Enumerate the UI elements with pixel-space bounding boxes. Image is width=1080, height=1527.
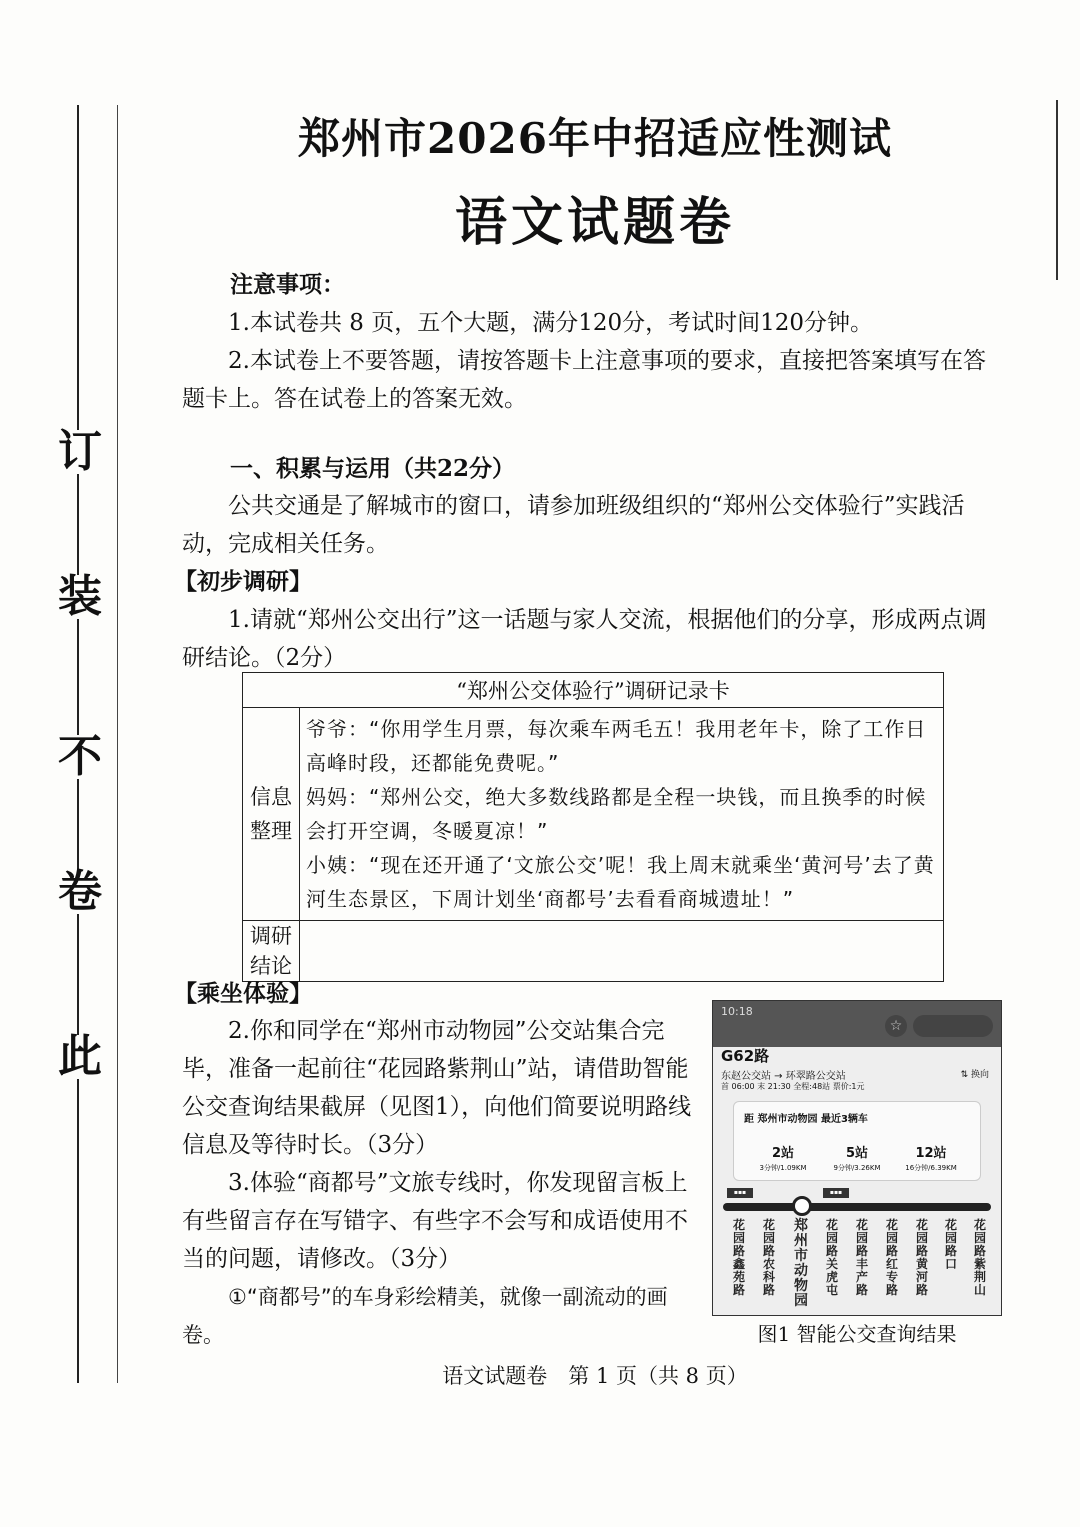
nearest-buses-box: [733, 1101, 981, 1181]
swap-label: 换向: [970, 1070, 989, 1080]
card-title: “郑州公交体验行”调研记录卡: [243, 673, 944, 708]
bus-detail: 16分钟/6.39KM: [905, 1164, 957, 1172]
nearest-heading: 距 郑州市动物园 最近3辆车: [744, 1114, 868, 1125]
bus-eta: [748, 1142, 818, 1173]
route-hours: 首 06:00 末 21:30 全程:48站 票价:1元: [721, 1082, 865, 1091]
card-label-info: 信息整理: [243, 708, 300, 921]
bus-stops: 5站: [845, 1146, 869, 1161]
binding-line-inner: [117, 105, 118, 1383]
bus-icon: ▪▪▪: [727, 1188, 753, 1198]
margin-char: 装: [50, 575, 110, 619]
route-track: [723, 1203, 991, 1211]
exam-subtitle: 语文试题卷: [454, 192, 735, 253]
quote-mom: 妈妈：“郑州公交，绝大多数线路都是全程一块钱，而且换季的时候会打开空调，冬暖夏凉！”: [306, 785, 927, 843]
station-label: 花园路农科路: [762, 1218, 775, 1297]
current-stop-marker: [792, 1196, 812, 1216]
bus-stops: 12站: [915, 1146, 947, 1161]
bus-eta: [896, 1142, 966, 1173]
question-3: 3.体验“商都号”文旅专线时，你发现留言板上有些留言存在写错字、有些字不会写和成语使用不当的问题，请修改。（3分）: [182, 1170, 688, 1272]
menu-pill: [913, 1015, 993, 1037]
section-heading: 一、积累与运用（共22分）: [230, 455, 516, 482]
margin-char: 订: [50, 430, 110, 474]
station-label: 花园路红专路: [885, 1218, 898, 1297]
station-label: 花园路口: [944, 1218, 957, 1271]
route-name: G62路: [721, 1047, 770, 1065]
question-3-item-1: ①“商都号”的车身彩绘精美，就像一副流动的画卷。: [182, 1285, 668, 1347]
notice-heading: 注意事项：: [230, 271, 345, 298]
part-label-research: 【初步调研】: [174, 568, 312, 595]
station-label: 花园路紫荆山: [973, 1218, 986, 1297]
card-info: [300, 708, 944, 921]
part-label-ride: 【乘坐体验】: [174, 980, 312, 1007]
station-label: 花园路黄河路: [915, 1218, 928, 1297]
bus-eta: [822, 1142, 892, 1173]
card-conclusion-blank: [300, 921, 944, 982]
figure-caption: 图1 智能公交查询结果: [757, 1322, 957, 1346]
bus-stops: 2站: [771, 1146, 795, 1161]
phone-status-bar: [713, 1001, 1001, 1047]
bus-detail: 3分钟/1.09KM: [759, 1164, 807, 1172]
bus-query-screenshot: [712, 1000, 1002, 1316]
bus-icon: ▪▪▪: [823, 1188, 849, 1198]
station-label: 花园路丰产路: [855, 1218, 868, 1297]
station-label: 花园路关虎屯: [825, 1218, 838, 1297]
bus-detail: 9分钟/3.26KM: [833, 1164, 881, 1172]
notice-item-2: 2.本试卷上不要答题，请按答题卡上注意事项的要求，直接把答案填写在答题卡上。答在试卷上的答案无效。: [182, 348, 986, 412]
route-direction: 东赵公交站 → 环翠路公交站: [721, 1071, 846, 1082]
status-time: 10:18: [721, 1005, 753, 1018]
question-2: 2.你和同学在“郑州市动物园”公交站集合完毕，准备一起前往“花园路紫荆山”站，请借助智能公交查询结果截屏（见图1），向他们简要说明路线信息及等待时长。（3分）: [182, 1018, 692, 1158]
card-label-conclusion: 调研结论: [243, 921, 300, 982]
quote-grandpa: 爷爷：“你用学生月票，每次乘车两毛五！我用老年卡，除了工作日高峰时段，还都能免费呢。”: [306, 717, 927, 775]
star-icon: ☆: [885, 1015, 907, 1037]
swap-direction: ⇅ 换向: [960, 1070, 989, 1080]
margin-char: 不: [50, 735, 110, 779]
section-intro: 公共交通是了解城市的窗口，请参加班级组织的“郑州公交体验行”实践活动，完成相关任务。: [182, 493, 965, 557]
margin-char: 此: [50, 1035, 110, 1079]
research-record-card: [242, 672, 944, 982]
notice-item-1: 1.本试卷共 8 页，五个大题，满分120分，考试时间120分钟。: [228, 310, 873, 336]
quote-aunt: 小姨：“现在还开通了‘文旅公交’呢！我上周末就乘坐‘黄河号’去了黄河生态景区，下周计划坐‘商都号’去看看商城遗址！”: [306, 853, 935, 911]
margin-char: 卷: [50, 870, 110, 914]
page-footer: 语文试题卷 第 1 页（共 8 页）: [442, 1364, 748, 1388]
exam-title: 郑州市2026年中招适应性测试: [298, 114, 892, 163]
station-label: 花园路鑫苑路: [732, 1218, 745, 1297]
station-label-current: 郑州市动物园: [794, 1218, 808, 1309]
question-1: 1.请就“郑州公交出行”这一话题与家人交流，根据他们的分享，形成两点调研结论。（2分）: [182, 607, 987, 671]
